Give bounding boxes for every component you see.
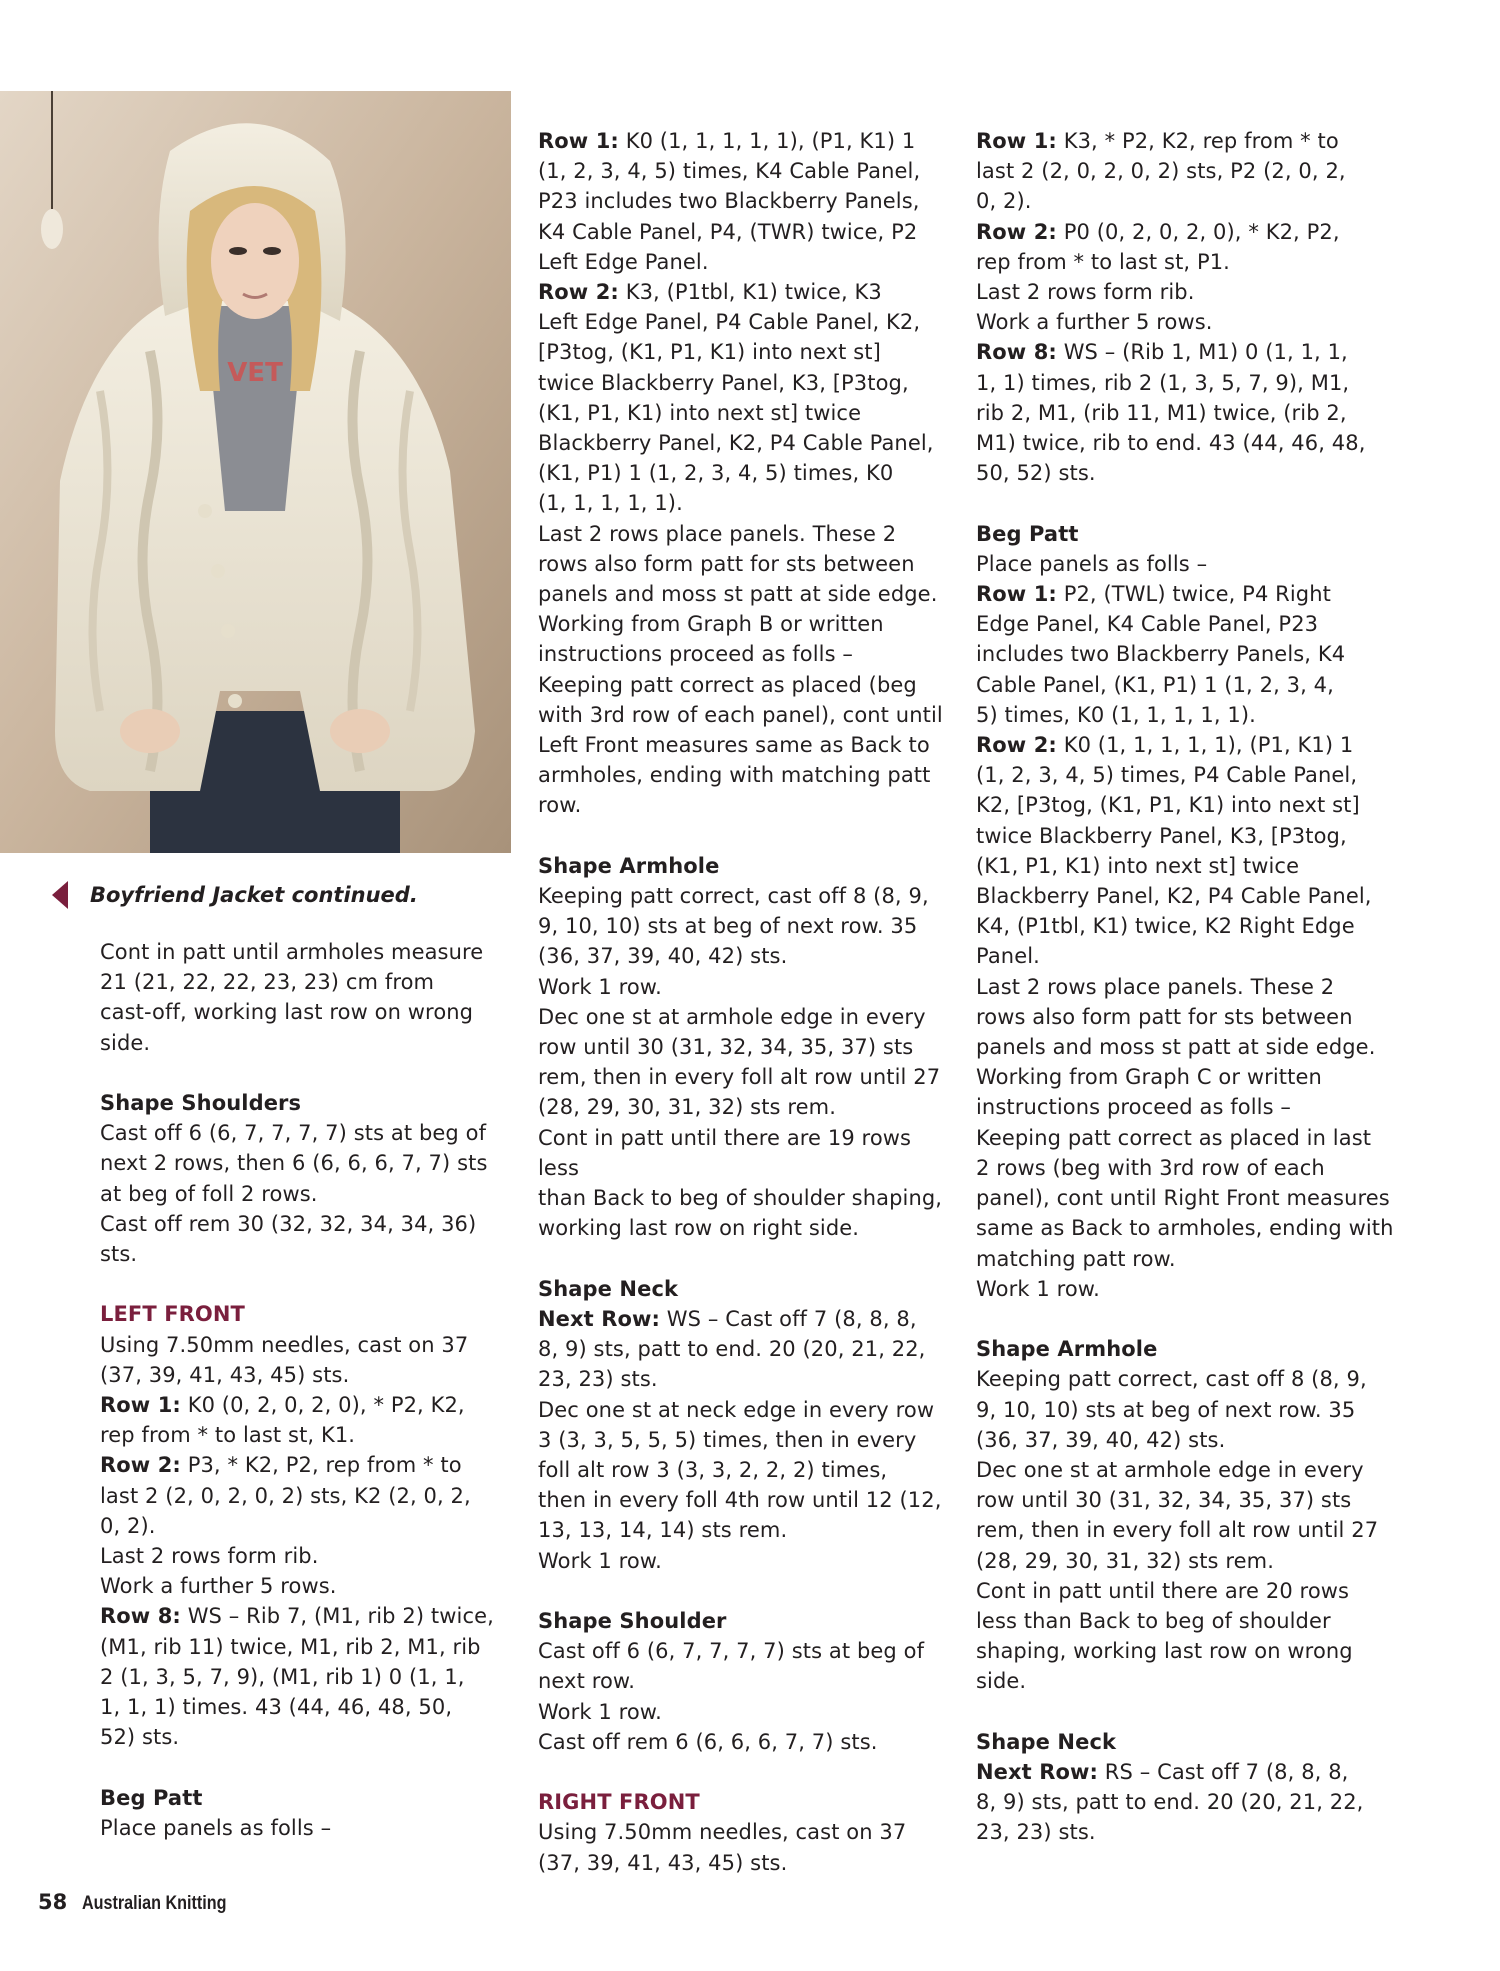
section-subheading: Shape Neck <box>538 1276 679 1301</box>
instruction-line: with 3rd row of each panel), cont until <box>538 702 943 727</box>
row-label: Row 2: <box>538 280 619 305</box>
instruction-line: 23, 23) sts. <box>538 1367 658 1392</box>
pattern-row-line <box>976 579 1396 609</box>
instruction-line: (1, 2, 3, 4, 5) times, P4 Cable Panel, <box>976 763 1358 788</box>
instruction-line: Work 1 row. <box>538 1548 662 1573</box>
paragraph-gap <box>976 488 1396 518</box>
paragraph-gap <box>538 821 958 851</box>
row-instructions: WS – (Rib 1, M1) 0 (1, 1, 1, <box>1056 340 1348 365</box>
pattern-row-line <box>976 1757 1396 1787</box>
pattern-row-line <box>538 126 958 156</box>
paragraph-gap <box>976 1697 1396 1727</box>
instruction-line: rows also form patt for sts between <box>976 1004 1353 1029</box>
paragraph-gap <box>100 1269 510 1299</box>
instruction-line: last 2 (2, 0, 2, 0, 2) sts, P2 (2, 0, 2, <box>976 159 1346 184</box>
instruction-line: Edge Panel, K4 Cable Panel, P23 <box>976 612 1319 637</box>
instruction-line: instructions proceed as folls – <box>976 1095 1292 1120</box>
publication-name: Australian Knitting <box>81 1893 227 1914</box>
instruction-line: 0, 2). <box>976 189 1032 214</box>
instruction-line: at beg of foll 2 rows. <box>100 1181 318 1206</box>
instruction-line: Keeping patt correct as placed in last <box>976 1125 1372 1150</box>
pattern-row-line <box>538 277 958 307</box>
instruction-line: 52) sts. <box>100 1725 180 1750</box>
row-label: Row 1: <box>976 582 1057 607</box>
instruction-line: side. <box>976 1669 1027 1694</box>
instruction-line: Dec one st at armhole edge in every <box>538 1004 926 1029</box>
instruction-line: (M1, rib 11) twice, M1, rib 2, M1, rib <box>100 1634 481 1659</box>
instruction-line: working last row on right side. <box>538 1216 860 1241</box>
instruction-line: (36, 37, 39, 40, 42) sts. <box>538 944 788 969</box>
instruction-line: Working from Graph B or written <box>538 612 884 637</box>
instruction-line: sts. <box>100 1242 138 1267</box>
instruction-line: 23, 23) sts. <box>976 1820 1096 1845</box>
section-heading: RIGHT FRONT <box>538 1790 700 1815</box>
instruction-line: Last 2 rows place panels. These 2 <box>538 521 897 546</box>
paragraph-gap <box>538 1576 958 1606</box>
instruction-line: K4 Cable Panel, P4, (TWR) twice, P2 <box>538 219 918 244</box>
instruction-line: (28, 29, 30, 31, 32) sts rem. <box>538 1095 836 1120</box>
instruction-line: Work 1 row. <box>976 1276 1100 1301</box>
instruction-line: Using 7.50mm needles, cast on 37 <box>538 1820 907 1845</box>
instruction-line: panels and moss st patt at side edge. <box>538 582 938 607</box>
photo-illustration <box>0 91 511 853</box>
instruction-line: (37, 39, 41, 43, 45) sts. <box>538 1850 788 1875</box>
row-instructions: P2, (TWL) twice, P4 Right <box>1056 582 1331 607</box>
instruction-line: 9, 10, 10) sts at beg of next row. 35 <box>538 914 918 939</box>
instruction-line: same as Back to armholes, ending with <box>976 1216 1394 1241</box>
instruction-line: Cont in patt until there are 19 rows less <box>538 1125 912 1180</box>
paragraph-gap <box>976 1304 1396 1334</box>
instruction-line: K4, (P1tbl, K1) twice, K2 Right Edge <box>976 914 1355 939</box>
instruction-line: side. <box>100 1030 151 1055</box>
paragraph-gap <box>100 1058 510 1088</box>
section-subheading: Shape Neck <box>976 1729 1117 1754</box>
instruction-line: Work 1 row. <box>538 974 662 999</box>
instruction-line: 2 rows (beg with 3rd row of each <box>976 1155 1325 1180</box>
instruction-line: row until 30 (31, 32, 34, 35, 37) sts <box>976 1488 1352 1513</box>
instruction-line: Left Edge Panel, P4 Cable Panel, K2, <box>538 310 921 335</box>
column-3 <box>976 126 1396 1848</box>
row-instructions: P0 (0, 2, 0, 2, 0), * K2, P2, <box>1056 219 1340 244</box>
instruction-line: 1, 1) times, rib 2 (1, 3, 5, 7, 9), M1, <box>976 370 1350 395</box>
instruction-line: row until 30 (31, 32, 34, 35, 37) sts <box>538 1035 914 1060</box>
instruction-line: 2 (1, 3, 5, 7, 9), (M1, rib 1) 0 (1, 1, <box>100 1664 465 1689</box>
column-2 <box>538 126 958 1878</box>
instruction-line: (K1, P1) 1 (1, 2, 3, 4, 5) times, K0 <box>538 461 894 486</box>
instruction-line: includes two Blackberry Panels, K4 <box>976 642 1346 667</box>
row-instructions: K3, * P2, K2, rep from * to <box>1056 129 1339 153</box>
row-label: Next Row: <box>976 1759 1099 1784</box>
instruction-line: (36, 37, 39, 40, 42) sts. <box>976 1427 1226 1452</box>
instruction-line: than Back to beg of shoulder shaping, <box>538 1186 943 1211</box>
photo-model-hooded-cardigan <box>0 91 511 853</box>
instruction-line: twice Blackberry Panel, K3, [P3tog, <box>976 823 1347 848</box>
row-instructions: WS – Cast off 7 (8, 8, 8, <box>660 1306 917 1331</box>
instruction-line: 3 (3, 3, 5, 5, 5) times, then in every <box>538 1427 917 1452</box>
section-heading: LEFT FRONT <box>100 1302 245 1327</box>
instruction-line: Last 2 rows place panels. These 2 <box>976 974 1335 999</box>
instruction-line: 8, 9) sts, patt to end. 20 (20, 21, 22, <box>538 1337 926 1362</box>
instruction-line: rem, then in every foll alt row until 27 <box>538 1065 941 1090</box>
instruction-line: Cast off 6 (6, 7, 7, 7, 7) sts at beg of <box>538 1639 925 1664</box>
section-subheading: Shape Shoulders <box>100 1091 302 1115</box>
instruction-line: twice Blackberry Panel, K3, [P3tog, <box>538 370 909 395</box>
instruction-line: Cast off 6 (6, 7, 7, 7, 7) sts at beg of <box>100 1121 487 1146</box>
instruction-line: Place panels as folls – <box>976 551 1208 576</box>
row-label: Next Row: <box>538 1306 661 1331</box>
row-instructions: P3, * K2, P2, rep from * to <box>180 1453 462 1478</box>
instruction-line: Last 2 rows form rib. <box>100 1544 319 1569</box>
row-label: Row 2: <box>976 733 1057 758</box>
instruction-line: rows also form patt for sts between <box>538 551 915 576</box>
instruction-line: (K1, P1, K1) into next st] twice <box>538 400 862 425</box>
instruction-line: 1, 1, 1) times. 43 (44, 46, 48, 50, <box>100 1695 453 1720</box>
instruction-line: Work a further 5 rows. <box>100 1574 337 1599</box>
instruction-line: cast-off, working last row on wrong <box>100 1000 474 1025</box>
instruction-line: 8, 9) sts, patt to end. 20 (20, 21, 22, <box>976 1790 1364 1815</box>
instruction-line: Keeping patt correct, cast off 8 (8, 9, <box>538 884 929 909</box>
row-label: Row 8: <box>100 1604 181 1629</box>
section-subheading: Shape Shoulder <box>538 1608 727 1633</box>
instruction-line: Blackberry Panel, K2, P4 Cable Panel, <box>538 431 934 456</box>
instruction-line: Last 2 rows form rib. <box>976 280 1195 305</box>
instruction-line: Work a further 5 rows. <box>976 310 1213 335</box>
section-subheading: Beg Patt <box>100 1785 203 1810</box>
instruction-line: 9, 10, 10) sts at beg of next row. 35 <box>976 1397 1356 1422</box>
instruction-line: (1, 2, 3, 4, 5) times, K4 Cable Panel, <box>538 159 921 184</box>
instruction-line: rep from * to last st, P1. <box>976 249 1230 274</box>
instruction-line: Left Edge Panel. <box>538 249 709 274</box>
instruction-line: Dec one st at armhole edge in every <box>976 1457 1364 1482</box>
row-instructions: K0 (0, 2, 0, 2, 0), * P2, K2, <box>180 1393 465 1418</box>
page-footer <box>38 1890 252 1915</box>
instruction-line: Panel. <box>976 944 1040 969</box>
instruction-line: shaping, working last row on wrong <box>976 1639 1353 1664</box>
instruction-line: (28, 29, 30, 31, 32) sts rem. <box>976 1548 1274 1573</box>
instruction-line: matching patt row. <box>976 1246 1176 1271</box>
pattern-row-line <box>100 1390 510 1420</box>
row-instructions: K3, (P1tbl, K1) twice, K3 <box>618 280 882 305</box>
instruction-line: instructions proceed as folls – <box>538 642 854 667</box>
instruction-line: next 2 rows, then 6 (6, 6, 6, 7, 7) sts <box>100 1151 488 1176</box>
pattern-row-line <box>100 1450 510 1480</box>
instruction-line: Left Front measures same as Back to <box>538 733 930 758</box>
paragraph-gap <box>538 1757 958 1787</box>
instruction-line: Place panels as folls – <box>100 1815 332 1840</box>
instruction-line: [P3tog, (K1, P1, K1) into next st] <box>538 340 881 365</box>
instruction-line: Working from Graph C or written <box>976 1065 1322 1090</box>
instruction-line: K2, [P3tog, (K1, P1, K1) into next st] <box>976 793 1360 818</box>
instruction-line: row. <box>538 793 582 818</box>
instruction-line: rib 2, M1, (rib 11, M1) twice, (rib 2, <box>976 400 1347 425</box>
row-label: Row 8: <box>976 340 1057 365</box>
instruction-line: P23 includes two Blackberry Panels, <box>538 189 920 214</box>
section-subheading: Shape Armhole <box>976 1337 1158 1362</box>
instruction-line: rem, then in every foll alt row until 27 <box>976 1518 1379 1543</box>
instruction-line: M1) twice, rib to end. 43 (44, 46, 48, <box>976 431 1366 456</box>
row-label: Row 2: <box>976 219 1057 244</box>
instruction-line: then in every foll 4th row until 12 (12, <box>538 1488 942 1513</box>
instruction-line: Work 1 row. <box>538 1699 662 1724</box>
instruction-line: panels and moss st patt at side edge. <box>976 1035 1376 1060</box>
instruction-line: Dec one st at neck edge in every row <box>538 1397 935 1422</box>
instruction-line: Cast off rem 6 (6, 6, 6, 7, 7) sts. <box>538 1729 878 1754</box>
row-label: Row 1: <box>538 129 619 153</box>
instruction-line: Using 7.50mm needles, cast on 37 <box>100 1332 469 1357</box>
instruction-line: rep from * to last st, K1. <box>100 1423 356 1448</box>
pattern-row-line <box>976 217 1396 247</box>
section-subheading: Beg Patt <box>976 521 1079 546</box>
column-1 <box>100 937 510 1843</box>
page-number: 58 <box>38 1890 68 1914</box>
row-instructions: K0 (1, 1, 1, 1, 1), (P1, K1) 1 <box>618 129 916 153</box>
instruction-line: Keeping patt correct as placed (beg <box>538 672 917 697</box>
row-label: Row 1: <box>100 1393 181 1418</box>
instruction-line: Cont in patt until armholes measure <box>100 940 484 964</box>
instruction-line: 5) times, K0 (1, 1, 1, 1, 1). <box>976 702 1256 727</box>
section-subheading: Shape Armhole <box>538 853 720 878</box>
instruction-line: (1, 1, 1, 1, 1). <box>538 491 683 516</box>
row-instructions: K0 (1, 1, 1, 1, 1), (P1, K1) 1 <box>1056 733 1354 758</box>
instruction-line: 0, 2). <box>100 1513 156 1538</box>
instruction-line: armholes, ending with matching patt <box>538 763 931 788</box>
pattern-row-line <box>538 1304 958 1334</box>
instruction-line: last 2 (2, 0, 2, 0, 2) sts, K2 (2, 0, 2, <box>100 1483 471 1508</box>
paragraph-gap <box>100 1752 510 1782</box>
instruction-line: Cable Panel, (K1, P1) 1 (1, 2, 3, 4, <box>976 672 1334 697</box>
pattern-row-line <box>976 126 1396 156</box>
row-label: Row 1: <box>976 129 1057 153</box>
row-instructions: RS – Cast off 7 (8, 8, 8, <box>1098 1759 1349 1784</box>
instruction-line: less than Back to beg of shoulder <box>976 1608 1331 1633</box>
instruction-line: panel), cont until Right Front measures <box>976 1186 1390 1211</box>
paragraph-gap <box>538 1244 958 1274</box>
row-instructions: WS – Rib 7, (M1, rib 2) twice, <box>180 1604 494 1629</box>
pattern-row-line <box>976 337 1396 367</box>
instruction-line: Blackberry Panel, K2, P4 Cable Panel, <box>976 884 1372 909</box>
row-label: Row 2: <box>100 1453 181 1478</box>
instruction-line: Cont in patt until there are 20 rows <box>976 1578 1350 1603</box>
instruction-line: 21 (21, 22, 22, 23, 23) cm from <box>100 970 435 995</box>
instruction-line: Cast off rem 30 (32, 32, 34, 34, 36) <box>100 1211 477 1236</box>
instruction-line: next row. <box>538 1669 636 1694</box>
instruction-line: (K1, P1, K1) into next st] twice <box>976 853 1300 878</box>
instruction-line: foll alt row 3 (3, 3, 2, 2, 2) times, <box>538 1457 888 1482</box>
instruction-line: Keeping patt correct, cast off 8 (8, 9, <box>976 1367 1367 1392</box>
instruction-line: 13, 13, 14, 14) sts rem. <box>538 1518 788 1543</box>
instruction-line: 50, 52) sts. <box>976 461 1096 486</box>
pattern-row-line <box>976 730 1396 760</box>
pattern-row-line <box>100 1601 510 1631</box>
instruction-line: (37, 39, 41, 43, 45) sts. <box>100 1362 350 1387</box>
continued-caption: Boyfriend Jacket continued. <box>90 883 418 907</box>
shirt-print: VET <box>227 358 283 388</box>
